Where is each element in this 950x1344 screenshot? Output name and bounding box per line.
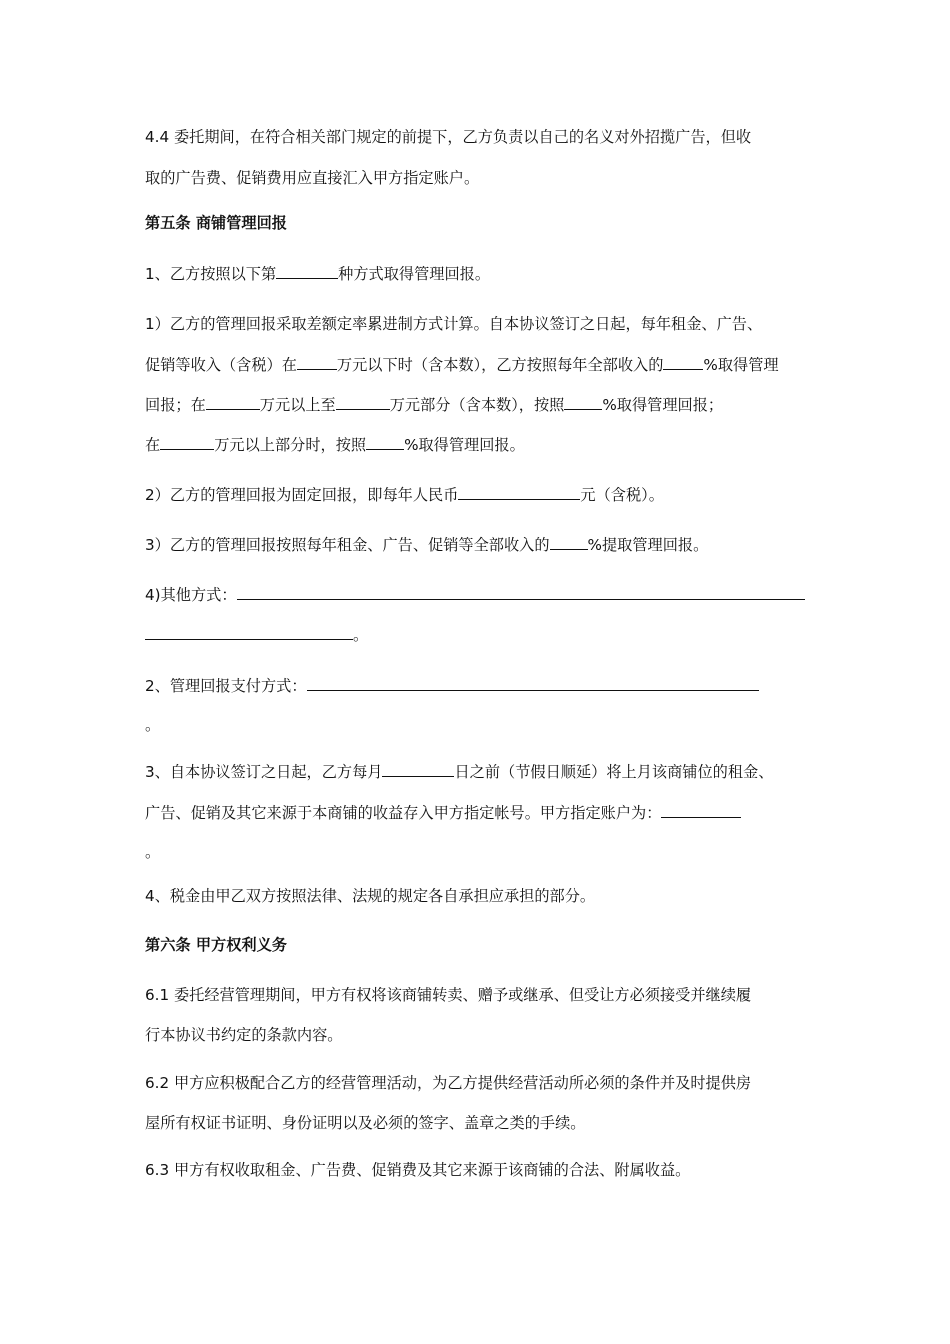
article-5-item-4: 4、税金由甲乙双方按照法律、法规的规定各自承担应承担的部分。 [145, 887, 596, 905]
blank-amount [297, 354, 337, 370]
option-2 [145, 484, 664, 505]
clause-6-3: 6.3 甲方有权收取租金、广告费、促销费及其它来源于该商铺的合法、附属收益。 [145, 1161, 691, 1179]
option-1-line-4 [145, 434, 525, 455]
item-3-end: 。 [145, 843, 161, 861]
blank-account [661, 802, 741, 818]
option-2-text: 元（含税）。 [580, 486, 664, 504]
option-1-text: %取得管理回报。 [404, 436, 525, 454]
option-3-text: %提取管理回报。 [587, 536, 709, 554]
article-5-item-2 [145, 675, 759, 696]
clause-6-2-line-1: 6.2 甲方应积极配合乙方的经营管理活动，为乙方提供经营活动所必须的条件并及时提供房 [145, 1074, 752, 1092]
option-1-text: %取得管理回报； [602, 396, 724, 414]
blank-method-number [276, 263, 338, 279]
article-5-item-1 [145, 263, 490, 284]
article-5-heading: 第五条 商铺管理回报 [145, 214, 287, 232]
option-1-line-3 [145, 394, 723, 415]
option-1-line-2 [145, 354, 779, 375]
option-4-end: 。 [353, 626, 369, 644]
clause-6-1-line-1: 6.1 委托经营管理期间，甲方有权将该商铺转卖、赠予或继承、但受让方必须接受并继续履 [145, 986, 752, 1004]
blank-amount [206, 394, 260, 410]
option-1-text: 万元以上部分时，按照 [214, 436, 367, 454]
option-1-text: 万元以下时（含本数），乙方按照每年全部收入的 [336, 356, 664, 374]
item-3-text: 广告、促销及其它来源于本商铺的收益存入甲方指定帐号。甲方指定账户为： [145, 804, 662, 822]
item-3-text: 日之前（节假日顺延）将上月该商铺位的租金、 [454, 763, 774, 781]
option-1-text: 在 [145, 436, 161, 454]
blank-percent [550, 534, 588, 550]
item-1-text-a: 1、乙方按照以下第 [145, 265, 277, 283]
blank-fixed-amount [458, 484, 580, 500]
blank-payment-method [307, 675, 759, 691]
clause-6-1-line-2: 行本协议书约定的条款内容。 [145, 1026, 343, 1044]
blank-percent [366, 434, 404, 450]
clause-4-4-line-1: 4.4 委托期间，在符合相关部门规定的前提下，乙方负责以自己的名义对外招揽广告，但收 [145, 128, 752, 146]
option-1-text: 万元以上至 [259, 396, 336, 414]
item-2-end: 。 [145, 716, 161, 734]
blank-other-method [237, 584, 805, 600]
item-1-text-b: 种方式取得管理回报。 [338, 265, 491, 283]
option-1-line-1: 1）乙方的管理回报采取差额定率累进制方式计算。自本协议签订之日起，每年租金、广告、 [145, 315, 763, 333]
blank-percent [564, 394, 602, 410]
article-5-item-3-line-1 [145, 761, 773, 782]
option-1-text: 回报；在 [145, 396, 206, 414]
option-3 [145, 534, 708, 555]
blank-amount [336, 394, 390, 410]
blank-other-method-cont [145, 624, 353, 640]
item-3-text: 3、自本协议签订之日起，乙方每月 [145, 763, 383, 781]
option-4-line-1 [145, 584, 805, 605]
option-4-line-2 [145, 624, 368, 645]
clause-6-2-line-2: 屋所有权证书证明、身份证明以及必须的签字、盖章之类的手续。 [145, 1114, 586, 1132]
blank-percent [663, 354, 703, 370]
option-1-text: %取得管理 [703, 356, 779, 374]
article-6-heading: 第六条 甲方权利义务 [145, 936, 287, 954]
option-2-text: 2）乙方的管理回报为固定回报，即每年人民币 [145, 486, 459, 504]
option-1-text: 促销等收入（含税）在 [145, 356, 297, 374]
option-3-text: 3）乙方的管理回报按照每年租金、广告、促销等全部收入的 [145, 536, 550, 554]
blank-amount [160, 434, 214, 450]
clause-4-4-line-2: 取的广告费、促销费用应直接汇入甲方指定账户。 [145, 169, 480, 187]
option-1-text: 万元部分（含本数），按照 [389, 396, 565, 414]
article-5-item-3-line-2 [145, 802, 741, 823]
option-4-text: 4)其他方式： [145, 586, 237, 604]
item-2-text: 2、管理回报支付方式： [145, 677, 307, 695]
blank-day [382, 761, 454, 777]
